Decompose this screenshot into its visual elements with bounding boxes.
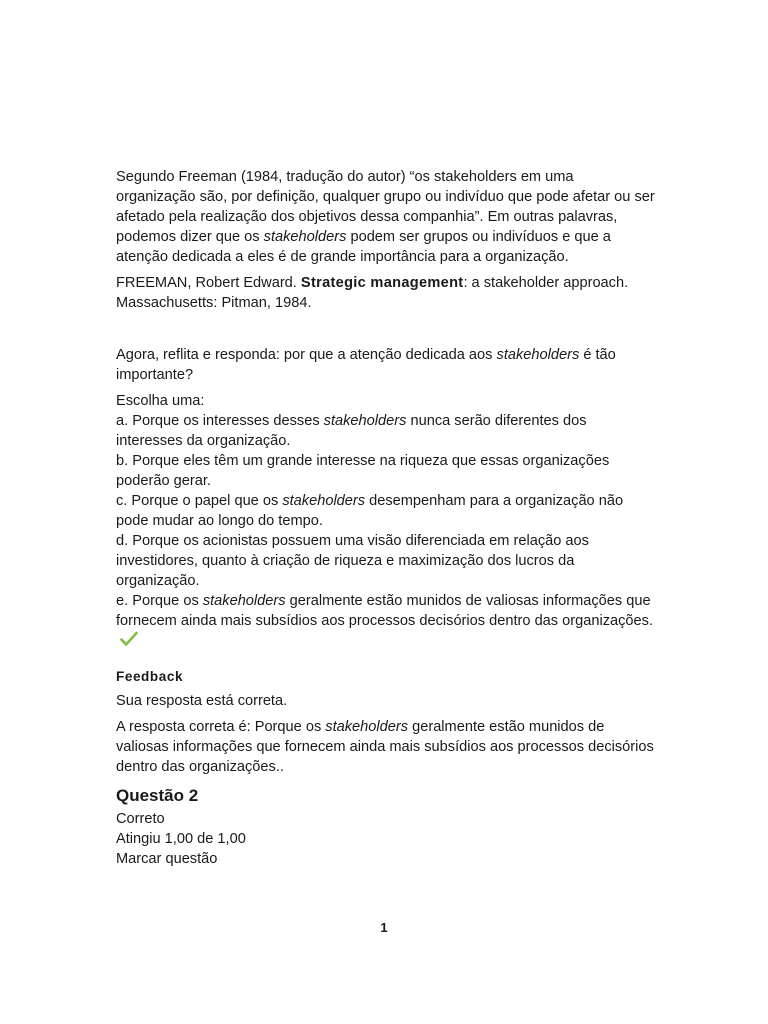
option-d-text: d. Porque os acionistas possuem uma visão diferenciada em relação aos investidores, quanto à criação de riqueza e maximização dos lucros da organização. xyxy=(116,533,589,589)
option-a[interactable] xyxy=(116,411,656,451)
question2-header xyxy=(116,785,656,869)
option-e-text-1: e. Porque os xyxy=(116,593,203,609)
answer-options xyxy=(116,391,656,651)
document-content xyxy=(116,167,656,869)
option-e-text-2: geralmente estão munidos de valiosas informações que fornecem ainda mais subsídios aos processos decisórios dentro das organizações. xyxy=(116,593,654,629)
feedback-title: Feedback xyxy=(116,669,184,684)
option-a-italic: stakeholders xyxy=(323,413,407,429)
check-icon xyxy=(120,631,138,647)
reference-title: Strategic management xyxy=(300,275,464,291)
option-c[interactable] xyxy=(116,491,656,531)
feedback-status: Sua resposta está correta. xyxy=(116,693,288,709)
question-text-2: é tão importante? xyxy=(116,347,616,383)
option-e-italic: stakeholders xyxy=(202,593,286,609)
option-c-text-1: c. Porque o papel que os xyxy=(116,493,283,509)
option-b[interactable] xyxy=(116,451,656,491)
option-a-text-1: a. Porque os interesses desses xyxy=(116,413,324,429)
question2-score: Atingiu 1,00 de 1,00 xyxy=(116,831,246,847)
reference-author: FREEMAN, Robert Edward. xyxy=(116,275,301,291)
feedback-answer-text-1: A resposta correta é: Porque os xyxy=(116,719,326,735)
intro-text-1: Segundo Freeman (1984, tradução do autor) “os stakeholders em uma organização são, por definição, qualquer grupo ou indivíduo que pode afetar ou ser afetado pela realização dos objetivos dessa companhia”. Em outras palavras, podemos dizer que os xyxy=(116,169,655,245)
intro-text-2: podem ser grupos ou indivíduos e que a atenção dedicada a eles é de grande importância para a organização. xyxy=(116,229,611,265)
intro-paragraph xyxy=(116,167,656,267)
question2-status: Correto xyxy=(116,811,165,827)
feedback-section xyxy=(116,667,656,777)
option-c-italic: stakeholders xyxy=(282,493,366,509)
flag-question-link[interactable]: Marcar questão xyxy=(116,851,218,867)
option-d[interactable] xyxy=(116,531,656,591)
question-italic-term: stakeholders xyxy=(496,347,580,363)
page-number: 1 xyxy=(380,920,388,935)
option-b-text: b. Porque eles têm um grande interesse na riqueza que essas organizações poderão gerar. xyxy=(116,453,610,489)
feedback-answer-text-2: geralmente estão munidos de valiosas informações que fornecem ainda mais subsídios aos processos decisórios dentro das organizações.. xyxy=(116,719,654,775)
question2-title: Questão 2 xyxy=(116,786,199,805)
option-c-text-2: desempenham para a organização não pode mudar ao longo do tempo. xyxy=(116,493,624,529)
reference-details: : a stakeholder approach. Massachusetts: Pitman, 1984. xyxy=(116,275,629,311)
intro-italic-term: stakeholders xyxy=(263,229,347,245)
choose-label: Escolha uma: xyxy=(116,393,205,409)
option-e[interactable] xyxy=(116,591,656,651)
reference-citation xyxy=(116,273,656,313)
feedback-correct-answer xyxy=(116,717,656,777)
feedback-answer-italic: stakeholders xyxy=(325,719,409,735)
option-a-text-2: nunca serão diferentes dos interesses da organização. xyxy=(116,413,587,449)
question-text-1: Agora, reflita e responda: por que a atenção dedicada aos xyxy=(116,347,497,363)
question-text xyxy=(116,345,656,385)
